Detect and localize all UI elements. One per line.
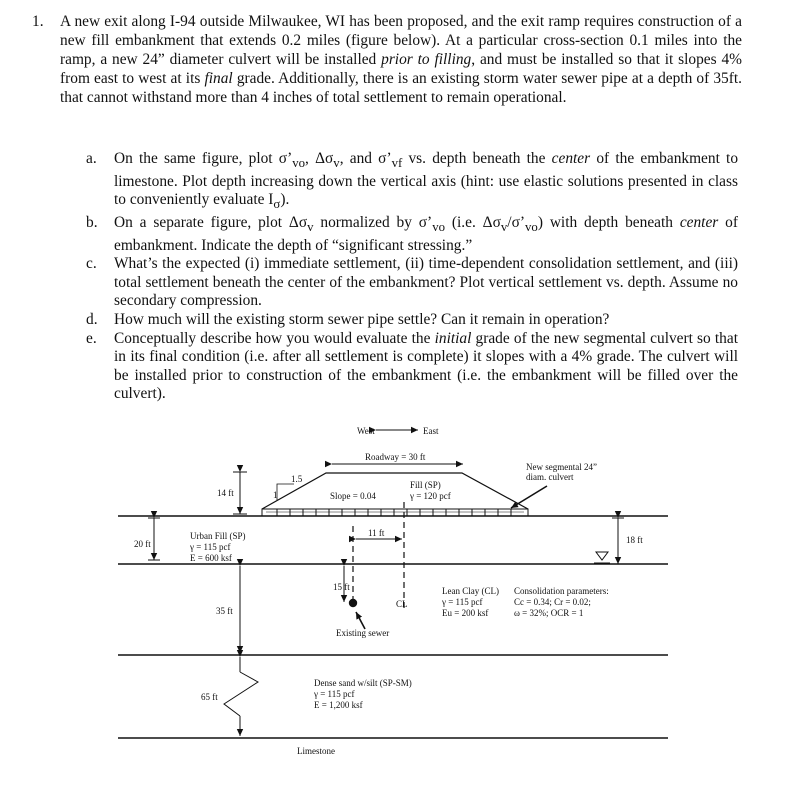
text-segment: , and σ’ [339, 150, 392, 167]
clay-label: Lean Clay (CL) [442, 586, 499, 596]
text-segment: ) with depth beneath [537, 213, 680, 231]
problem-body [60, 12, 742, 107]
sand-dimension [201, 657, 258, 736]
subscript-text: v [307, 220, 314, 235]
subscript-text: σ [273, 197, 281, 212]
culvert-callout [511, 462, 597, 508]
sand-depth-label: 65 ft [201, 692, 218, 702]
groundwater-dimension [594, 518, 643, 564]
culvert-arrow [511, 486, 547, 508]
consolidation-indices: Cc = 0.34; Cr = 0.02; [514, 597, 591, 607]
water-table-icon [596, 552, 608, 560]
sub-question-text [114, 330, 738, 403]
fill-height-label: 14 ft [217, 488, 234, 498]
consolidation-title: Consolidation parameters: [514, 586, 609, 596]
text-segment: ). [280, 191, 290, 209]
text-segment: On a separate figure, plot Δσ [114, 213, 308, 231]
east-label: East [423, 426, 439, 436]
sub-question-text [114, 255, 738, 309]
sub-question-letter: b. [86, 213, 98, 231]
consolidation-water-ocr: ω = 32%; OCR = 1 [514, 608, 584, 618]
limestone-label: Limestone [297, 746, 335, 756]
urban-fill-modulus: E = 600 ksf [190, 553, 232, 563]
embankment-figure [0, 410, 790, 796]
subscript-text: vo [525, 220, 538, 235]
roadway-label: Roadway = 30 ft [365, 452, 426, 462]
text-segment: Conceptually describe how you would evaluate the [114, 329, 435, 347]
problem-number: 1. [32, 13, 44, 30]
subscript-text: vo [432, 220, 446, 235]
sub-question [86, 330, 738, 404]
sand-unit-weight: γ = 115 pcf [314, 689, 355, 699]
sub-question-text [114, 214, 738, 254]
problem-text-2: , and must be installed so that it slopes 4% from east to west at its [60, 51, 742, 87]
sub-question-text [114, 150, 739, 212]
sewer-offset-label: 11 ft [368, 528, 385, 538]
embankment-cross-section [0, 410, 790, 796]
fill-unit-weight-label: γ = 120 pcf [410, 491, 451, 501]
problem-emphasis-2: final [204, 70, 233, 87]
text-segment: of the embankment to limestone. Plot depth increasing down the vertical axis (hint: use elastic solutions presented in class to conveniently evaluate I [114, 150, 739, 209]
sub-question-list [86, 150, 738, 404]
fill-height-dimension [217, 472, 247, 514]
clay-dimension [216, 566, 240, 653]
sub-question-letter: d. [86, 310, 98, 328]
sub-question [86, 255, 738, 311]
clay-unit-weight: γ = 115 pcf [442, 597, 483, 607]
sub-question-letter: e. [86, 329, 97, 347]
culvert-body [262, 509, 528, 516]
problem-text-1: A new exit along I-94 outside Milwaukee, WI has been proposed, and the exit ramp requires construction of a new fill embankment that extends 0.2 miles (figure below). At a particular cross-section 0.1 miles into the ramp, a new 24” diameter culvert will be installed [60, 13, 742, 68]
sand-label: Dense sand w/silt (SP-SM) [314, 678, 412, 688]
sub-question [86, 311, 738, 330]
slope-ratio [273, 474, 303, 500]
groundwater-depth-label: 18 ft [626, 535, 643, 545]
urban-fill-label: Urban Fill (SP) [190, 531, 246, 541]
subscript-text: v [333, 156, 340, 171]
fill-material-label: Fill (SP) [410, 480, 441, 490]
text-segment: vs. depth beneath the [402, 150, 552, 167]
urban-fill-dimension [134, 518, 160, 560]
text-segment: How much will the existing storm sewer pipe settle? Can it remain in operation? [114, 310, 610, 328]
text-segment: of embankment. Indicate the depth of “significant stressing.” [114, 213, 738, 254]
slope-label: Slope = 0.04 [330, 491, 376, 501]
subscript-text: vo [292, 156, 306, 171]
clay-depth-label: 35 ft [216, 606, 233, 616]
emphasis-text: initial [434, 329, 472, 347]
existing-sewer-pipe-icon [349, 599, 357, 607]
problem-text-3: grade. Additionally, there is an existing storm water sewer pipe at a depth of 35ft. that cannot withstand more than 4 inches of total settlement to remain operational. [60, 70, 742, 106]
text-segment: /σ’ [507, 213, 525, 231]
sub-question [86, 214, 738, 255]
direction-indicator [357, 426, 439, 436]
roadway-dimension [332, 452, 463, 464]
sewer-depth-dimension [333, 566, 389, 638]
centerline-label: CL [396, 599, 408, 609]
sewer-offset-dimension [353, 526, 402, 600]
sewer-depth-label: 15 ft [333, 582, 350, 592]
west-label: West [357, 426, 375, 436]
text-segment: On the same figure, plot σ’ [114, 150, 293, 167]
existing-sewer-arrow [356, 612, 365, 629]
sand-depth-break [224, 672, 258, 716]
subscript-text: vf [391, 156, 403, 171]
problem-emphasis-1: prior to filling [381, 51, 472, 68]
sand-modulus: E = 1,200 ksf [314, 700, 363, 710]
text-segment: What’s the expected (i) immediate settlement, (ii) time-dependent consolidation settlement, and (iii) total settlement beneath the center of the embankment? Plot vertical settlement vs. depth. Assume no secondary compression. [114, 255, 738, 310]
emphasis-text: center [679, 213, 719, 231]
text-segment: (i.e. Δσ [445, 213, 501, 231]
text-segment: normalized by σ’ [313, 213, 433, 231]
text-segment: grade of the new segmental culvert so that in its final condition (i.e. after all settlement is complete) it slopes with a 4% grade. The culvert will be installed prior to construction of the embankment (i.e. the embankment will be filled over the culvert). [114, 329, 738, 403]
existing-sewer-label: Existing sewer [336, 628, 390, 638]
sub-question [86, 150, 738, 214]
urban-fill-unit-weight: γ = 115 pcf [190, 542, 231, 552]
urban-fill-depth-label: 20 ft [134, 539, 151, 549]
sub-question-letter: a. [86, 150, 97, 167]
culvert-segments [262, 509, 528, 516]
culvert-label-line-1: New segmental 24” [526, 462, 597, 472]
sub-question-text [114, 311, 609, 328]
clay-undrained-modulus: Eu = 200 ksf [442, 608, 489, 618]
slope-vertical-label: 1 [273, 490, 278, 500]
culvert-label-line-2: diam. culvert [526, 472, 574, 482]
sub-question-letter: c. [86, 255, 97, 273]
subscript-text: v [500, 220, 508, 235]
problem-statement [32, 12, 742, 107]
emphasis-text: center [551, 150, 591, 167]
slope-horizontal-label: 1.5 [291, 474, 303, 484]
text-segment: , Δσ [305, 150, 334, 167]
